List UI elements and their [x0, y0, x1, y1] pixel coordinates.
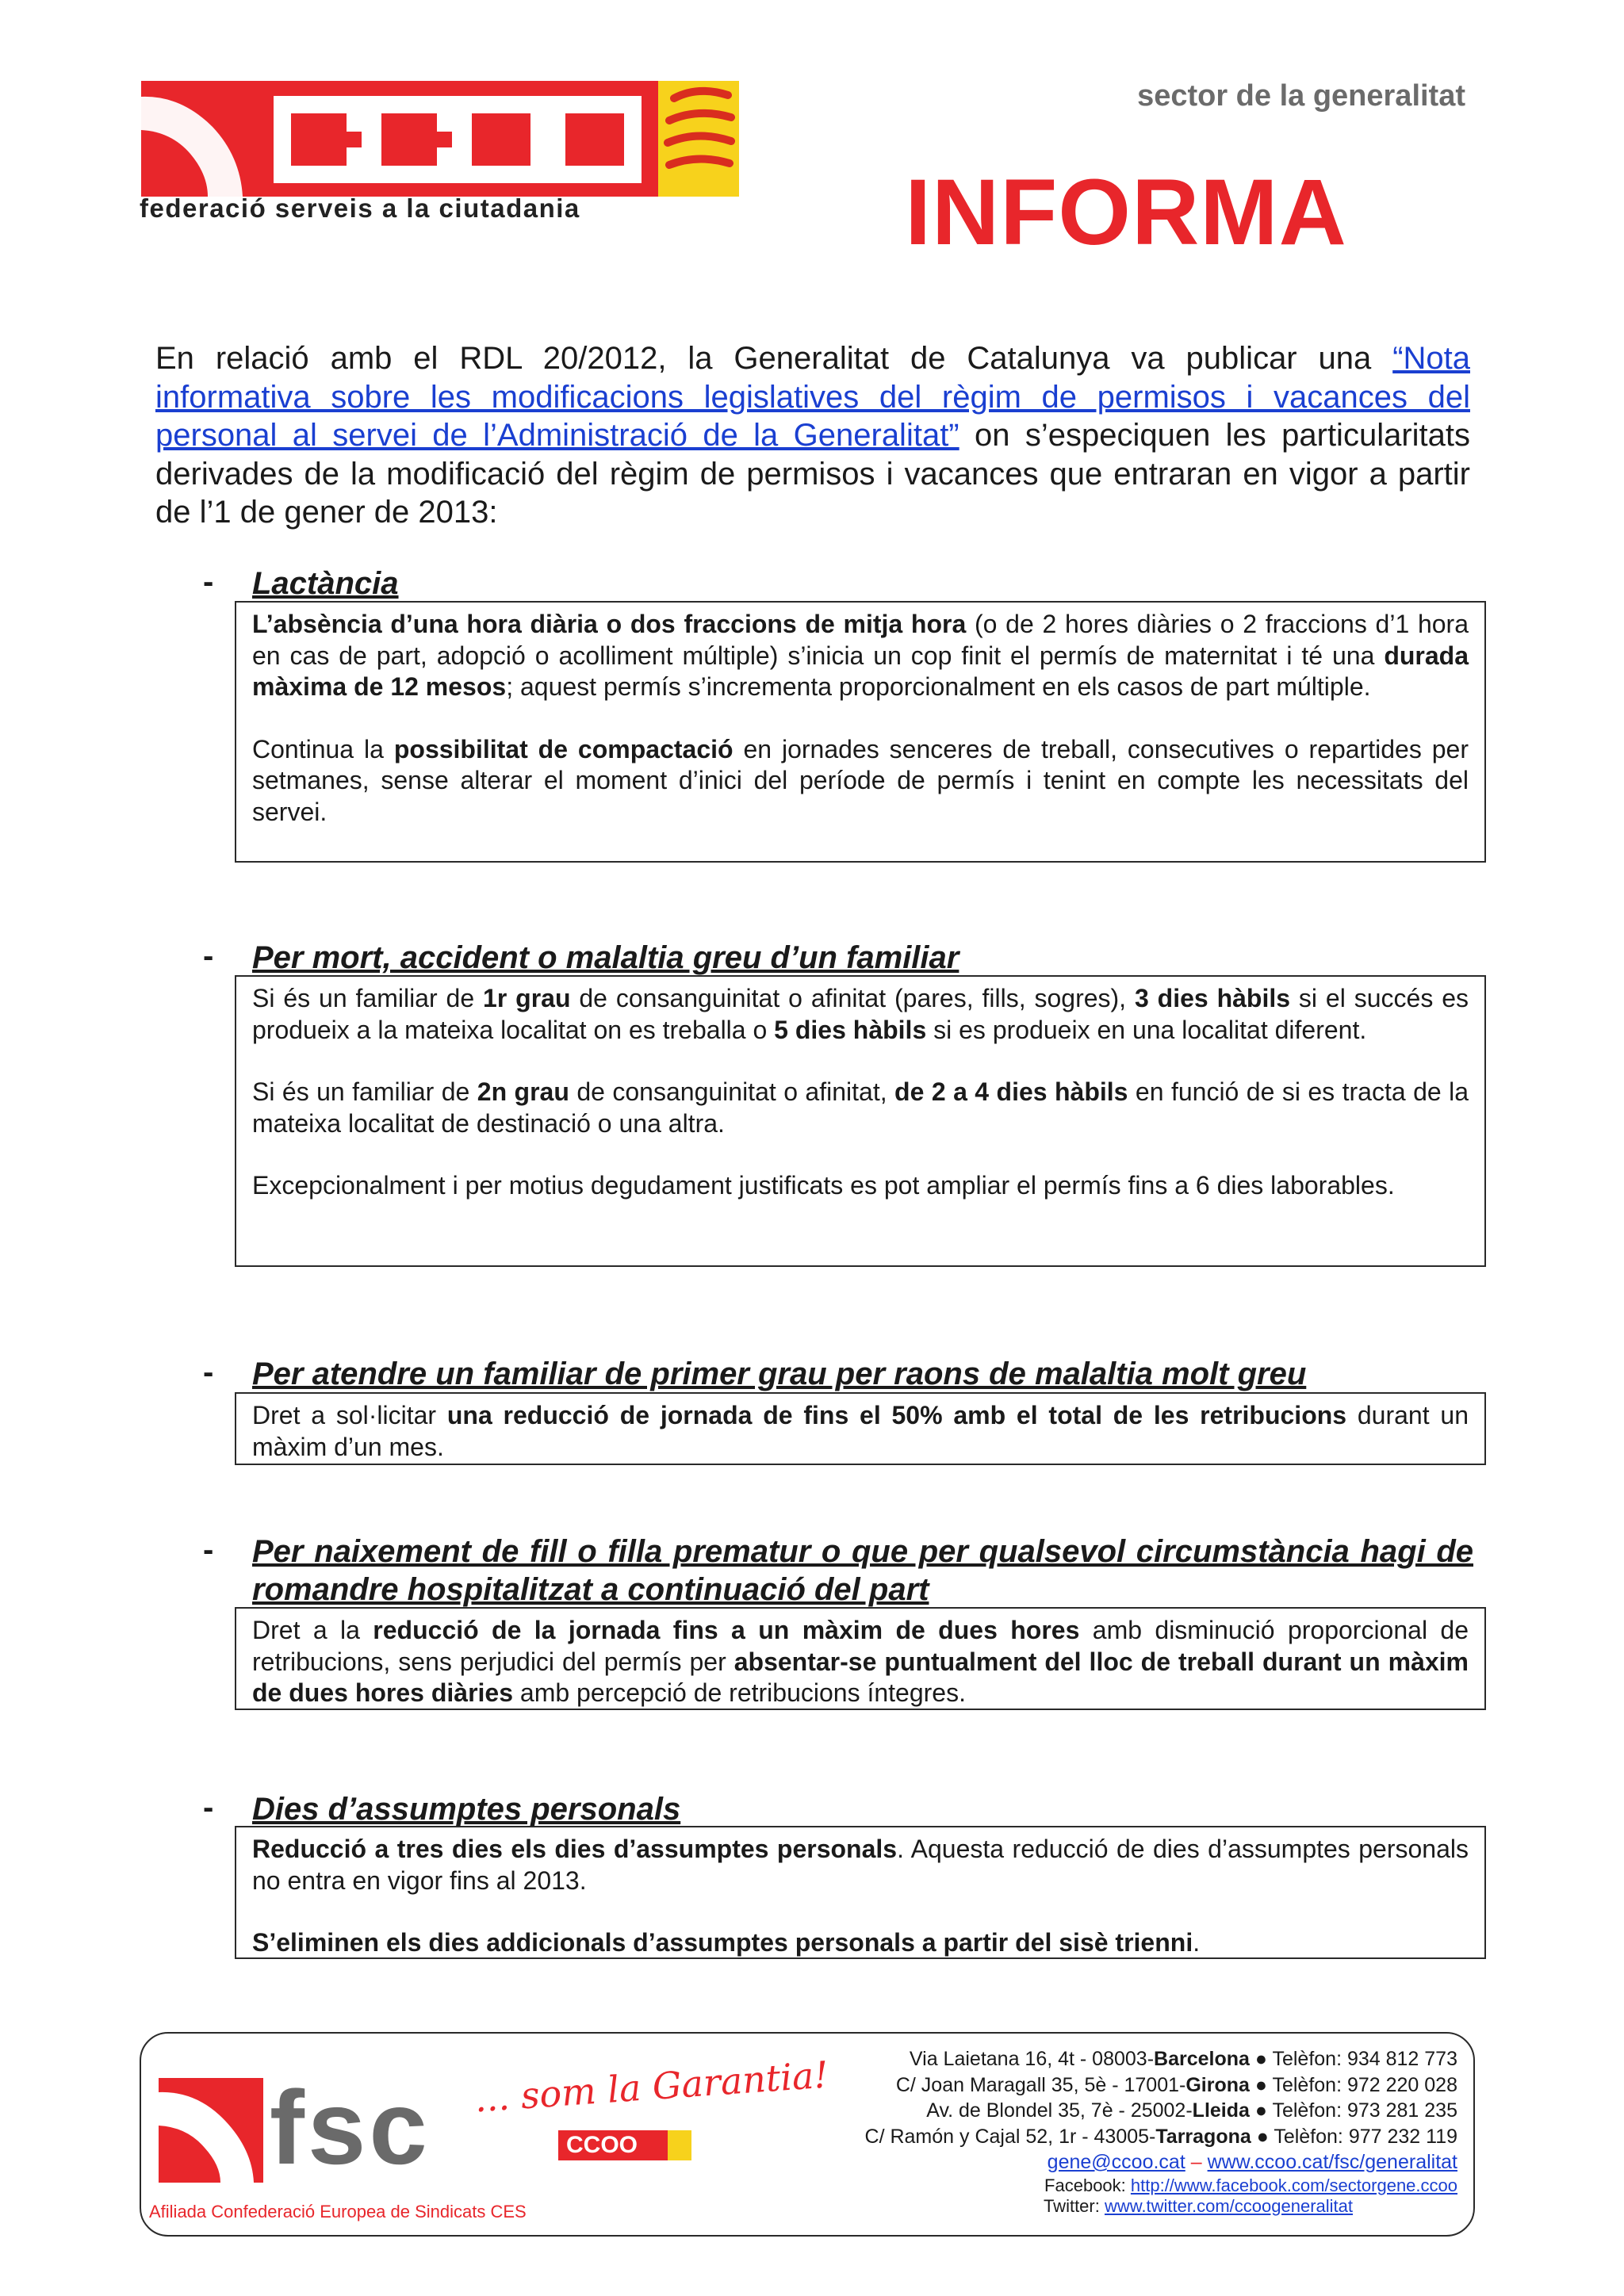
address-line: C/ Joan Maragall 35, 5è - 17001-Girona ● Telèfon: 972 220 028	[895, 2073, 1457, 2096]
ccoo-logo-red-block	[141, 81, 658, 197]
nota-informativa-link[interactable]: “Nota informativa sobre les modificacions legislatives del règim de permisos i vacances del personal al servei de l’Administració de la Generalitat”	[155, 341, 1470, 453]
twitter-link[interactable]: www.twitter.com/ccoogeneralitat	[1104, 2195, 1353, 2216]
assumptes-paragraph-2: S’eliminen els dies addicionals d’assumptes personals a partir del sisè trienni.	[252, 1928, 1201, 1957]
section-title-naixement: Per naixement de fill o filla prematur o que per qualsevol circumstància hagi de romandre hospitalitzat a continuació del part	[252, 1534, 1473, 1607]
intro-text-end: on s’especiquen les particularitats derivades de la modificació del règim de permisos i vacances que entraran en vigor a partir de l’1 de gener de 2013:	[155, 418, 1471, 530]
ccoo-logo-graphic	[141, 81, 658, 197]
section-title-atendre: Per atendre un familiar de primer grau per raons de malaltia molt greu	[252, 1357, 1307, 1391]
assumptes-paragraph-1: Reducció a tres dies els dies d’assumptes personals. Aquesta reducció de dies d’assumptes personals no entra en vigor fins al 2013.	[252, 1835, 1469, 1895]
federation-name: federació serveis a la ciutadania	[140, 193, 580, 223]
section-dash: -	[203, 564, 214, 599]
mort-paragraph-1: Si és un familiar de 1r grau de consanguinitat o afinitat (pares, fills, sogres), 3 dies hàbils si el succés es produeix a la mateixa localitat on es treballa o 5 dies hàbils si es produeix en una localitat diferent.	[252, 984, 1469, 1044]
section-box-naixement	[235, 1607, 1486, 1710]
section-dash: -	[203, 1533, 214, 1567]
address-line: C/ Ramón y Cajal 52, 1r - 43005-Tarragona ● Telèfon: 977 232 119	[864, 2125, 1457, 2148]
intro-paragraph	[155, 339, 1470, 532]
afiliada-ces: Afiliada Confederació Europea de Sindicats CES	[149, 2202, 527, 2221]
senyera-icon	[668, 2130, 691, 2160]
slogan: ... som la Garantia!	[473, 2053, 830, 2121]
naixement-paragraph-1: Dret a la reducció de la jornada fins a un màxim de dues hores amb disminució proporcional de retribucions, sens perjudici del permís per absentar-se puntualment del lloc de treball durant un màxim de dues hores diàries amb percepció de retribucions íntegres.	[252, 1616, 1469, 1707]
section-title-assumptes: Dies d’assumptes personals	[252, 1792, 681, 1827]
fsc-logo-text: fsc	[270, 2069, 431, 2186]
small-ccoo-logo: CCOO	[558, 2130, 691, 2160]
contact-block	[865, 2046, 1457, 2217]
section-box-mort	[235, 975, 1486, 1267]
mort-paragraph-3: Excepcionalment i per motius degudament justificats es pot ampliar el permís fins a 6 dies laborables.	[252, 1171, 1395, 1200]
section-box-atendre	[235, 1392, 1486, 1465]
section-box-lactancia	[235, 601, 1486, 863]
lactancia-paragraph-2: Continua la possibilitat de compactació en jornades senceres de treball, consecutives o repartides per setmanes, sense alterar el moment d’inici del període de permís i tenint en compte les necessitats del servei.	[252, 734, 1469, 826]
twitter-line: Twitter: www.twitter.com/ccoogeneralitat	[1043, 2195, 1353, 2216]
mort-paragraph-2: Si és un familiar de 2n grau de consanguinitat o afinitat, de 2 a 4 dies hàbils en funció de si es tracta de la mateixa localitat de destinació o una altra.	[252, 1077, 1469, 1138]
web-link[interactable]: www.ccoo.cat/fsc/generalitat	[1207, 2151, 1457, 2173]
intro-text-start: En relació amb el RDL 20/2012, la Generalitat de Catalunya va publicar una	[155, 341, 1393, 376]
lactancia-paragraph-1: L’absència d’una hora diària o dos fraccions de mitja hora (o de 2 hores diàries o 2 fraccions d’1 hora en cas de part, adopció o acolliment múltiple) s’inicia un cop finit el permís de maternitat i té una durada màxima de 12 mesos; aquest permís s’incrementa proporcionalment en els casos de part múltiple.	[252, 610, 1469, 701]
ccoo-logo-text: CCOO	[141, 81, 144, 82]
ccoo-logo	[141, 81, 739, 197]
email-link[interactable]: gene@ccoo.cat	[1047, 2151, 1185, 2173]
fsc-logo-mark	[159, 2078, 263, 2183]
section-box-assumptes	[235, 1826, 1486, 1959]
address-line: Av. de Blondel 35, 7è - 25002-Lleida ● Telèfon: 973 281 235	[926, 2099, 1457, 2122]
section-title-mort: Per mort, accident o malaltia greu d’un familiar	[252, 940, 959, 975]
headline: INFORMA	[905, 160, 1347, 265]
facebook-line: Facebook: http://www.facebook.com/sectorgene.ccoo	[1044, 2175, 1457, 2195]
email-web-line: gene@ccoo.cat – www.ccoo.cat/fsc/generalitat	[1047, 2151, 1457, 2173]
facebook-link[interactable]: http://www.facebook.com/sectorgene.ccoo	[1130, 2175, 1457, 2195]
section-title-lactancia: Lactància	[252, 566, 399, 601]
address-line: Via Laietana 16, 4t - 08003-Barcelona ● Telèfon: 934 812 773	[909, 2048, 1457, 2070]
atendre-paragraph-1: Dret a sol·licitar una reducció de jornada de fins el 50% amb el total de les retribucions durant un màxim d’un mes.	[252, 1401, 1469, 1461]
section-dash: -	[203, 1355, 214, 1390]
section-dash: -	[203, 939, 214, 974]
footer-box	[140, 2032, 1475, 2237]
sector-label: sector de la generalitat	[1137, 79, 1465, 113]
senyera-icon	[658, 81, 739, 197]
section-dash: -	[203, 1790, 214, 1825]
